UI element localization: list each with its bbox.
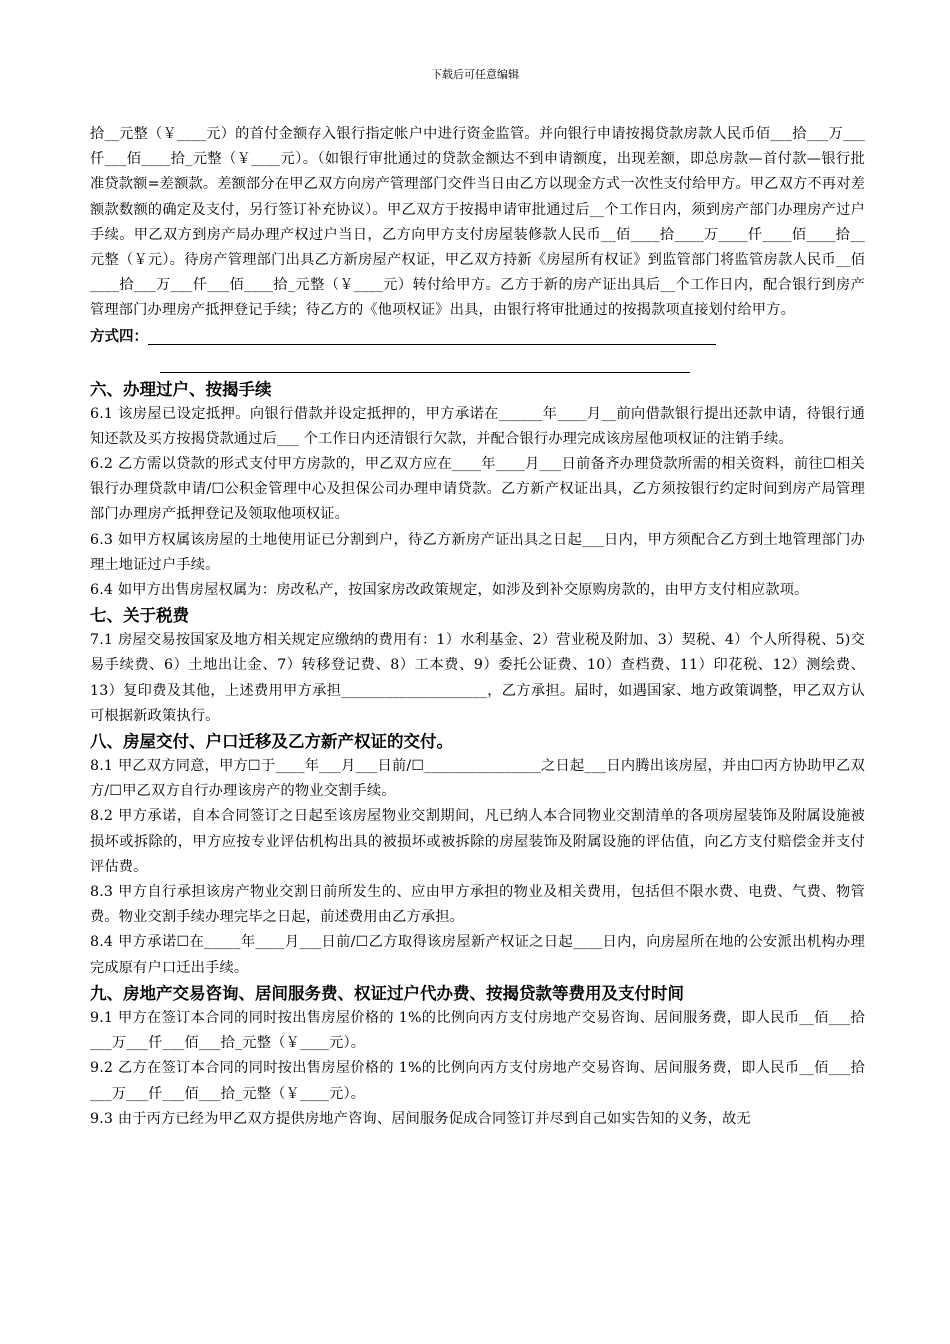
section-title: 六、办理过户、按揭手续 xyxy=(90,379,272,399)
clause: 9.3 由于丙方已经为甲乙双方提供房地产咨询、居间服务促成合同签订并尽到自己如实告知的义务，故无 xyxy=(90,1110,751,1127)
blank-line xyxy=(148,326,716,345)
clause: 9.1 甲方在签订本合同的同时按出售房屋价格的 1%的比例向丙方支付房地产交易咨询、居间服务费，即人民币__佰___拾___万___仟___佰___拾_元整（￥____元）。 xyxy=(90,1009,865,1052)
clause: 9.2 乙方在签订本合同的同时按出售房屋价格的 1%的比例向丙方支付房地产交易咨询、居间服务费，即人民币__佰___拾___万___仟___佰___拾_元整（￥____元）。 xyxy=(90,1060,865,1102)
clause: 6.1 该房屋已设定抵押。向银行借款并设定抵押的，甲方承诺在______年____月__前向借款银行提出还款申请，待银行通知还款及买方按揭贷款通过后___ 个工作日内还清银行欠款，并配合银行办理完成该房屋他项权证的注销手续。 xyxy=(90,405,865,447)
paragraph: 拾__元整（￥____元）的首付金额存入银行指定帐户中进行资金监管。并向银行申请按揭贷款房款人民币佰___拾___万___仟___佰____拾_元整（￥____元）。（如银行审批通过的贷款金额达不到申请额度，出现差额，即总房款—首付款—银行批准贷款额=差额款。差额部分在甲乙双方向房产管理部门交件当日由乙方以现金方式一次性支付给甲方。甲乙双方不再对差额款数额的确定及支付，另行签订补充协议）。甲乙双方于按揭申请审批通过后__个工作日内，须到房产部门办理房产过户手续。甲乙双方到房产局办理产权过户当日，乙方向甲方支付房屋装修款人民币__佰____拾____万____仟____佰____拾__元整（￥元）。待房产管理部门出具乙方新房屋产权证，甲乙双方持新《房屋所有权证》到监管部门将监管房款人民币__佰____拾___万___仟___佰____拾_元整（￥____元）转付给甲方。乙方于新的房产证出具后__个工作日内，配合银行到房产管理部门办理房产抵押登记手续；待乙方的《他项权证》出具，由银行将审批通过的按揭款项直接划付给甲方。 xyxy=(90,126,865,319)
clause: 8.3 甲方自行承担该房产物业交割日前所发生的、应由甲方承担的物业及相关费用，包括但不限水费、电费、气费、物管费。物业交割手续办理完毕之日起，前述费用由乙方承担。 xyxy=(90,884,865,926)
clause: 8.1 甲乙双方同意，甲方☐于____年___月___日前/☐________________之日起___日内腾出该房屋，并由☐丙方协助甲乙双方/☐甲乙双方自行办理该房产的物业交割手续。 xyxy=(90,758,865,800)
document-body xyxy=(90,122,865,1132)
clause: 6.3 如甲方权属该房屋的土地使用证已分割到户，待乙方新房产证出具之日起___日内，甲方须配合乙方到土地管理部门办理土地证过户手续。 xyxy=(90,531,865,573)
method-four-label: 方式四： xyxy=(90,328,148,345)
clause: 7.1 房屋交易按国家及地方相关规定应缴纳的费用有：1）水利基金、2）营业税及附加、3）契税、4）个人所得税、5)交易手续费、6）土地出让金、7）转移登记费、8）工本费、9）委托公证费、10）查档费、11）印花税、12）测绘费、13）复印费及其他，上述费用甲方承担____________________，乙方承担。届时，如遇国家、地方政策调整，甲乙双方认可根据新政策执行。 xyxy=(90,632,865,724)
clause: 6.4 如甲方出售房屋权属为：房改私产，按国家房改政策规定，如涉及到补交原购房款的，由甲方支付相应款项。 xyxy=(90,582,809,599)
page-header: 下载后可任意编辑 xyxy=(431,68,519,81)
blank-line xyxy=(160,350,690,373)
clause: 8.4 甲方承诺☐在_____年____月___日前/☐乙方取得该房屋新产权证之日起____日内，向房屋所在地的公安派出机构办理完成原有户口迁出手续。 xyxy=(90,934,865,976)
section-title: 九、房地产交易咨询、居间服务费、权证过户代办费、按揭贷款等费用及支付时间 xyxy=(90,983,684,1003)
clause: 6.2 乙方需以贷款的形式支付甲方房款的，甲乙双方应在____年____月___日前备齐办理贷款所需的相关资料，前往☐相关银行办理贷款申请/☐公积金管理中心及担保公司办理申请贷款。乙方新产权证出具，乙方须按银行约定时间到房产局管理部门办理房产抵押登记及领取他项权证。 xyxy=(90,456,865,523)
method-four xyxy=(90,324,865,350)
section-title: 八、房屋交付、户口迁移及乙方新产权证的交付。 xyxy=(90,732,453,752)
clause: 8.2 甲方承诺，自本合同签订之日起至该房屋物业交割期间，凡已纳人本合同物业交割清单的各项房屋装饰及附属设施被损坏或拆除的，甲方应按专业评估机构出具的被损坏或被拆除的房屋装饰及附属设施的评估值，向乙方支付赔偿金并支付评估费。 xyxy=(90,808,865,875)
section-title: 七、关于税费 xyxy=(90,606,189,626)
